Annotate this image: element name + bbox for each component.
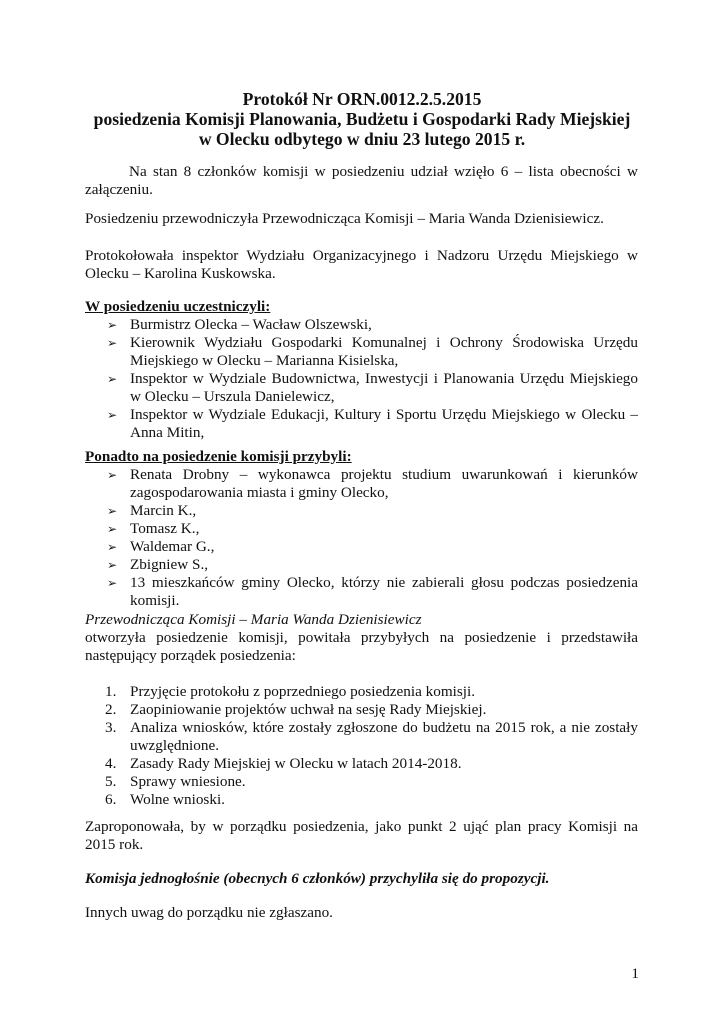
opening-section [85, 611, 638, 665]
list-item: ➢ Inspektor w Wydziale Budownictwa, Inwestycji i Planowania Urzędu Miejskiego w Olecku – Urszula Danielewicz, [107, 370, 638, 405]
no-remarks-paragraph: Innych uwag do porządku nie zgłaszano. [85, 904, 333, 921]
arrow-bullet-icon: ➢ [107, 408, 118, 422]
chair-paragraph: Posiedzeniu przewodniczyła Przewodnicząca Komisji – Maria Wanda Dzienisiewicz. [85, 210, 604, 227]
document-title [60, 89, 664, 149]
title-line-1: Protokół Nr ORN.0012.2.5.2015 [242, 89, 482, 109]
list-item: ➢ Renata Drobny – wykonawca projektu studium uwarunkowań i kierunków zagospodarowania miasta i gminy Olecko, [107, 466, 638, 501]
participants-section [85, 298, 638, 442]
arrow-bullet-icon: ➢ [107, 504, 118, 518]
list-item: ➢ Marcin K., [107, 502, 197, 519]
page-number: 1 [631, 965, 639, 982]
guests-heading: Ponadto na posiedzenie komisji przybyli: [85, 448, 352, 465]
agenda-item: 6. Wolne wnioski. [105, 791, 225, 808]
list-item: ➢ Kierownik Wydziału Gospodarki Komunalnej i Ochrony Środowiska Urzędu Miejskiego w Olecku – Marianna Kisielska, [107, 334, 638, 369]
list-item: ➢ Burmistrz Olecka – Wacław Olszewski, [107, 316, 372, 333]
arrow-bullet-icon: ➢ [107, 468, 118, 482]
title-line-2: posiedzenia Komisji Planowania, Budżetu i Gospodarki Rady Miejskiej [93, 109, 631, 129]
agenda-item: 4. Zasady Rady Miejskiej w Olecku w latach 2014-2018. [105, 755, 462, 772]
arrow-bullet-icon: ➢ [107, 576, 118, 590]
arrow-bullet-icon: ➢ [107, 522, 118, 536]
arrow-bullet-icon: ➢ [107, 558, 118, 572]
arrow-bullet-icon: ➢ [107, 540, 118, 554]
participants-list [85, 316, 638, 442]
intro-paragraph: Na stan 8 członków komisji w posiedzeniu udział wzięło 6 – lista obecności w załączeniu. [85, 163, 638, 198]
guests-list [85, 466, 638, 610]
arrow-bullet-icon: ➢ [107, 372, 118, 386]
title-line-3: w Olecku odbytego w dniu 23 lutego 2015 r. [198, 129, 526, 149]
minutes-taker-paragraph: Protokołowała inspektor Wydziału Organizacyjnego i Nadzoru Urzędu Miejskiego w Olecku – Karolina Kuskowska. [85, 247, 638, 282]
list-item: ➢ Waldemar G., [107, 538, 215, 555]
opening-text: otworzyła posiedzenie komisji, powitała przybyłych na posiedzenie i przedstawiła następujący porządek posiedzenia: [85, 629, 638, 664]
agenda-item: 2. Zaopiniowanie projektów uchwał na sesję Rady Miejskiej. [105, 701, 487, 718]
guests-section [85, 448, 638, 610]
list-item: ➢ Zbigniew S., [107, 556, 209, 573]
agenda-item: 3. Analiza wniosków, które zostały zgłoszone do budżetu na 2015 rok, a nie zostały uwzględnione. [105, 719, 638, 754]
vote-paragraph: Komisja jednogłośnie (obecnych 6 członków) przychyliła się do propozycji. [85, 870, 550, 887]
opening-speaker: Przewodnicząca Komisji – Maria Wanda Dzienisiewicz [85, 611, 422, 628]
agenda-item: 5. Sprawy wniesione. [105, 773, 246, 790]
arrow-bullet-icon: ➢ [107, 318, 118, 332]
agenda-list [85, 683, 638, 809]
list-item: ➢ Tomasz K., [107, 520, 200, 537]
arrow-bullet-icon: ➢ [107, 336, 118, 350]
proposal-paragraph: Zaproponowała, by w porządku posiedzenia, jako punkt 2 ująć plan pracy Komisji na 2015 rok. [85, 818, 638, 853]
participants-heading: W posiedzeniu uczestniczyli: [85, 298, 271, 315]
list-item: ➢ Inspektor w Wydziale Edukacji, Kultury i Sportu Urzędu Miejskiego w Olecku – Anna Mitin, [107, 406, 638, 441]
agenda-item: 1. Przyjęcie protokołu z poprzedniego posiedzenia komisji. [105, 683, 475, 700]
agenda-section [85, 683, 638, 809]
list-item: ➢ 13 mieszkańców gminy Olecko, którzy nie zabierali głosu podczas posiedzenia komisji. [107, 574, 638, 609]
